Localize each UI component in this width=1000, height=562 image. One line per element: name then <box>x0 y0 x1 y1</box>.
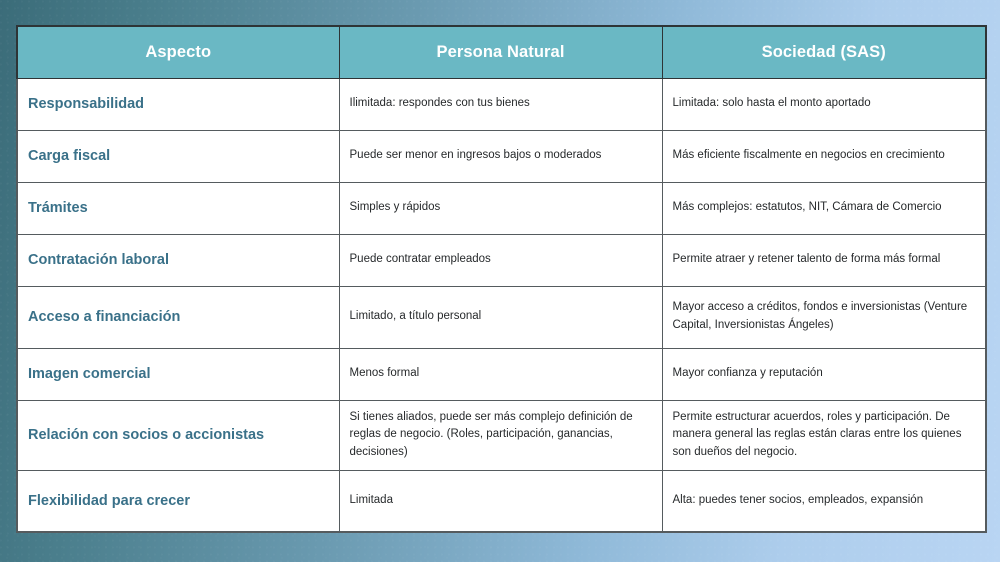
table-row <box>17 130 986 182</box>
comparison-table <box>16 25 987 533</box>
row-sociedad-sas-value: Alta: puedes tener socios, empleados, expansión <box>662 470 986 532</box>
row-persona-natural-value: Limitada <box>339 470 662 532</box>
header-persona-natural: Persona Natural <box>339 26 662 78</box>
table-header-row <box>17 26 986 78</box>
table-row <box>17 234 986 286</box>
table-row <box>17 182 986 234</box>
header-aspecto: Aspecto <box>17 26 339 78</box>
table-row <box>17 78 986 130</box>
row-persona-natural-value: Limitado, a título personal <box>339 286 662 348</box>
row-persona-natural-value: Menos formal <box>339 348 662 400</box>
table-row <box>17 286 986 348</box>
row-aspect-label: Responsabilidad <box>17 78 339 130</box>
row-aspect-label: Trámites <box>17 182 339 234</box>
row-sociedad-sas-value: Permite atraer y retener talento de forma más formal <box>662 234 986 286</box>
row-aspect-label: Relación con socios o accionistas <box>17 400 339 470</box>
table-header <box>17 26 986 78</box>
table-row <box>17 348 986 400</box>
comparison-table-container <box>16 25 985 530</box>
table-row <box>17 470 986 532</box>
row-persona-natural-value: Puede ser menor en ingresos bajos o moderados <box>339 130 662 182</box>
row-sociedad-sas-value: Limitada: solo hasta el monto aportado <box>662 78 986 130</box>
row-aspect-label: Acceso a financiación <box>17 286 339 348</box>
row-sociedad-sas-value: Mayor acceso a créditos, fondos e inversionistas (Venture Capital, Inversionistas Ángeles) <box>662 286 986 348</box>
row-persona-natural-value: Simples y rápidos <box>339 182 662 234</box>
row-aspect-label: Carga fiscal <box>17 130 339 182</box>
row-persona-natural-value: Puede contratar empleados <box>339 234 662 286</box>
table-row <box>17 400 986 470</box>
row-sociedad-sas-value: Más eficiente fiscalmente en negocios en crecimiento <box>662 130 986 182</box>
row-persona-natural-value: Ilimitada: respondes con tus bienes <box>339 78 662 130</box>
header-sociedad-sas: Sociedad (SAS) <box>662 26 986 78</box>
row-sociedad-sas-value: Más complejos: estatutos, NIT, Cámara de Comercio <box>662 182 986 234</box>
row-aspect-label: Contratación laboral <box>17 234 339 286</box>
row-persona-natural-value: Si tienes aliados, puede ser más complejo definición de reglas de negocio. (Roles, participación, ganancias, decisiones) <box>339 400 662 470</box>
row-aspect-label: Flexibilidad para crecer <box>17 470 339 532</box>
row-sociedad-sas-value: Mayor confianza y reputación <box>662 348 986 400</box>
table-body <box>17 78 986 532</box>
row-aspect-label: Imagen comercial <box>17 348 339 400</box>
row-sociedad-sas-value: Permite estructurar acuerdos, roles y participación. De manera general las reglas están claras entre los quienes son dueños del negocio. <box>662 400 986 470</box>
